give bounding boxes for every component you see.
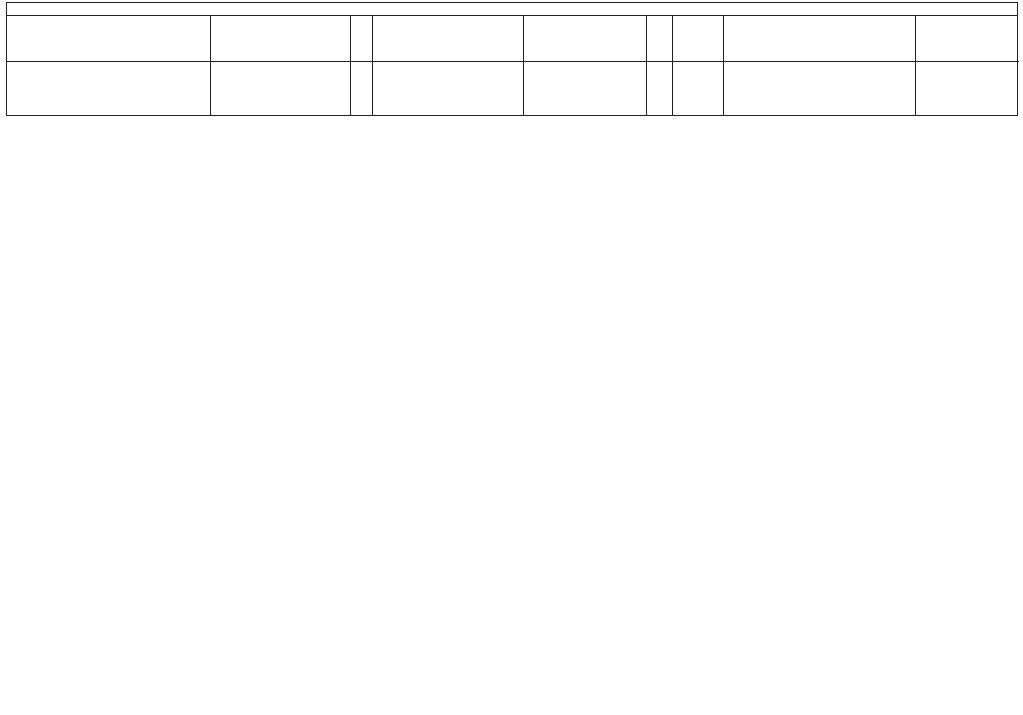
column-divider	[372, 16, 373, 115]
header-rule	[7, 61, 1019, 62]
column-divider	[210, 16, 211, 115]
column-divider	[523, 16, 524, 115]
column-divider	[915, 16, 916, 115]
number-divider	[350, 16, 351, 115]
column-divider	[646, 16, 647, 115]
form-page	[6, 2, 1018, 710]
section-b-6	[6, 2, 1018, 116]
column-divider	[723, 16, 724, 115]
column-divider	[672, 16, 673, 115]
section-header	[7, 3, 1017, 16]
